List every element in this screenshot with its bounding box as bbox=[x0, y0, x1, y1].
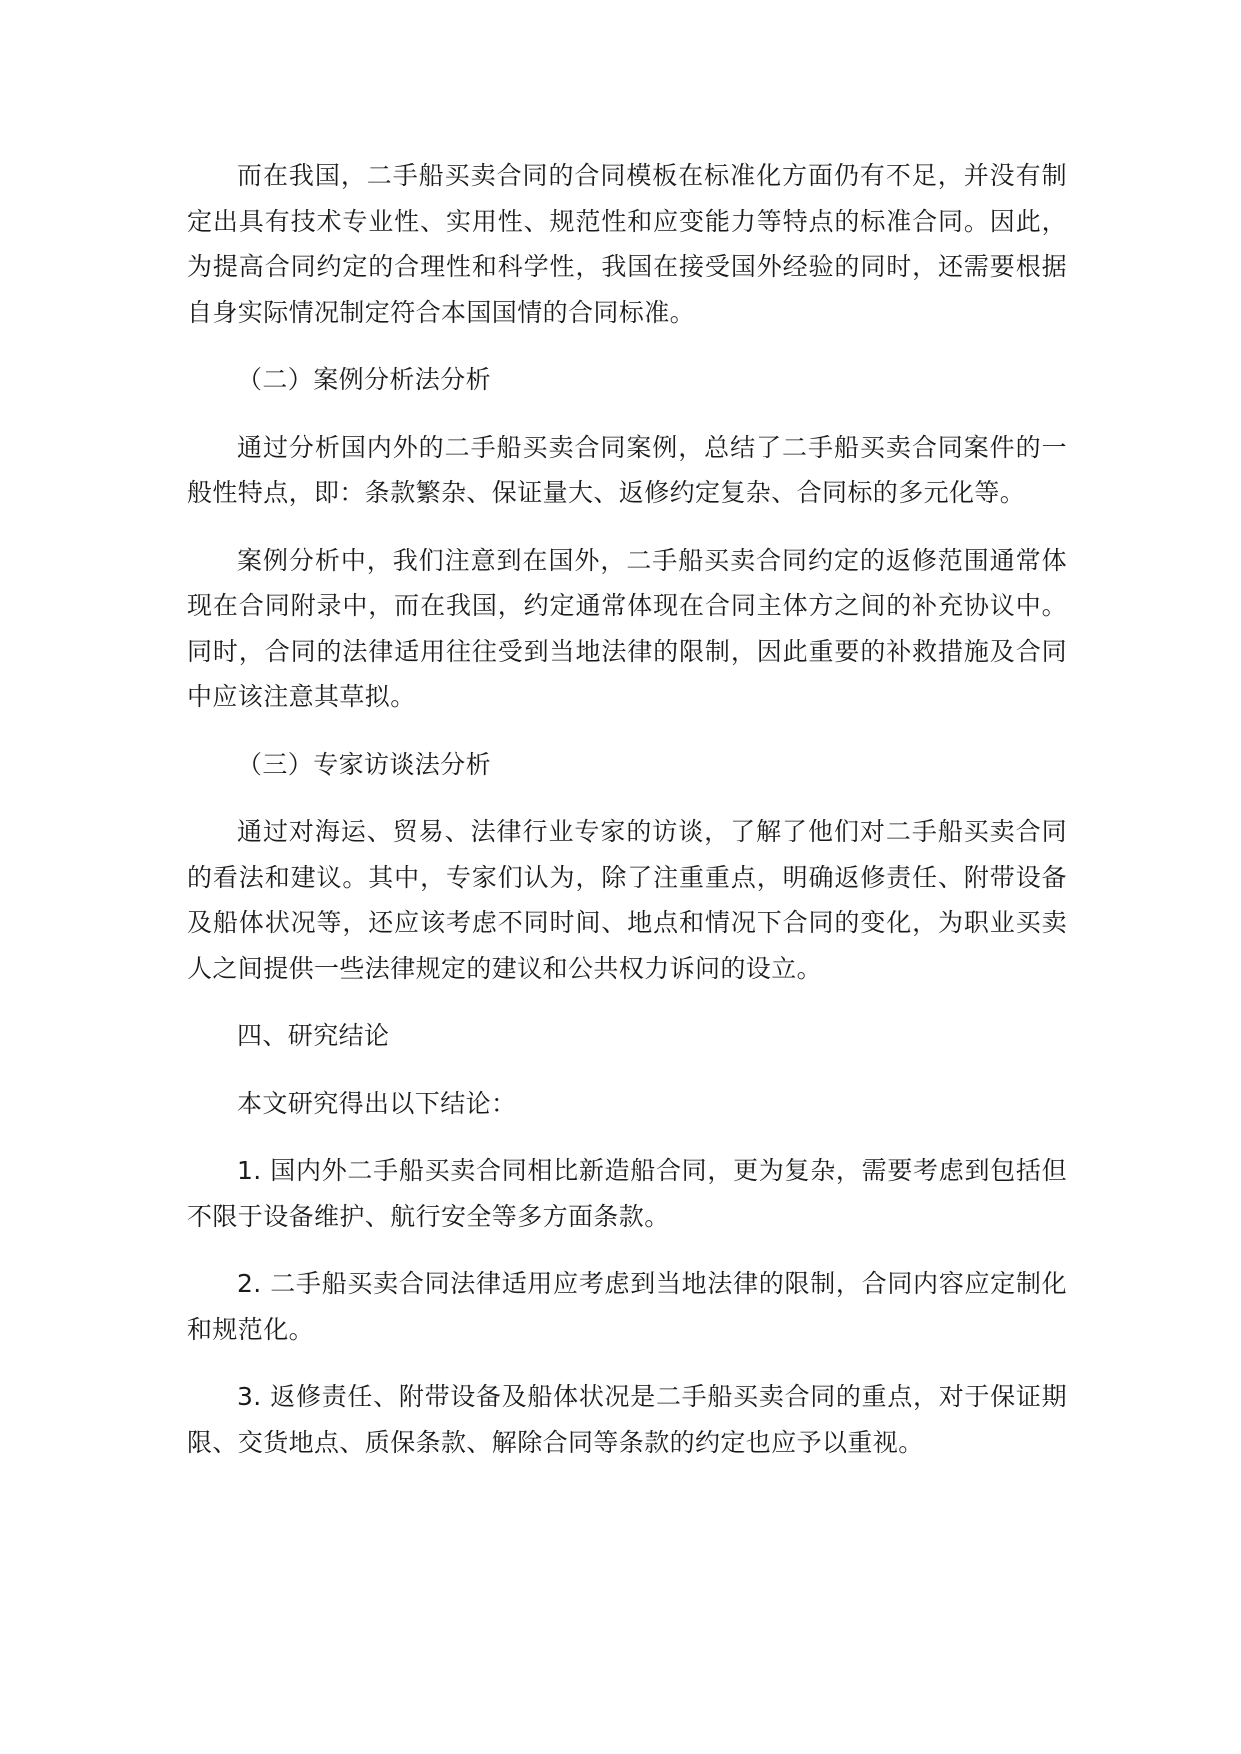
paragraph-standard-contract: 而在我国，二手船买卖合同的合同模板在标准化方面仍有不足，并没有制定出具有技术专业性、实用性、规范性和应变能力等特点的标准合同。因此，为提高合同约定的合理性和科学性，我国在接受国外经验的同时，还需要根据自身实际情况制定符合本国国情的合同标准。 bbox=[187, 161, 1067, 327]
paragraph-conclusions-intro: 本文研究得出以下结论： bbox=[237, 1088, 517, 1118]
conclusion-item-1: 1. 国内外二手船买卖合同相比新造船合同，更为复杂，需要考虑到包括但不限于设备维护、航行安全等多方面条款。 bbox=[187, 1156, 1067, 1231]
section-heading-conclusions: 四、研究结论 bbox=[237, 1021, 390, 1050]
paragraph-case-analysis-summary: 通过分析国内外的二手船买卖合同案例，总结了二手船买卖合同案件的一般性特点，即：条款繁杂、保证量大、返修约定复杂、合同标的多元化等。 bbox=[187, 432, 1067, 507]
conclusion-item-2: 2. 二手船买卖合同法律适用应考虑到当地法律的限制，合同内容应定制化和规范化。 bbox=[187, 1269, 1067, 1344]
paragraph-case-analysis-detail: 案例分析中，我们注意到在国外，二手船买卖合同约定的返修范围通常体现在合同附录中，而在我国，约定通常体现在合同主体方之间的补充协议中。同时，合同的法律适用往往受到当地法律的限制，因此重要的补救措施及合同中应该注意其草拟。 bbox=[187, 545, 1067, 711]
section-heading-expert-interview: （三）专家访谈法分析 bbox=[237, 749, 492, 779]
paragraph-expert-interview: 通过对海运、贸易、法律行业专家的访谈，了解了他们对二手船买卖合同的看法和建议。其中，专家们认为，除了注重重点，明确返修责任、附带设备及船体状况等，还应该考虑不同时间、地点和情况下合同的变化，为职业买卖人之间提供一些法律规定的建议和公共权力诉问的设立。 bbox=[187, 817, 1067, 983]
document-body bbox=[187, 153, 1067, 1465]
conclusion-item-3: 3. 返修责任、附带设备及船体状况是二手船买卖合同的重点，对于保证期限、交货地点、质保条款、解除合同等条款的约定也应予以重视。 bbox=[187, 1382, 1067, 1457]
section-heading-case-analysis: （二）案例分析法分析 bbox=[237, 365, 492, 394]
